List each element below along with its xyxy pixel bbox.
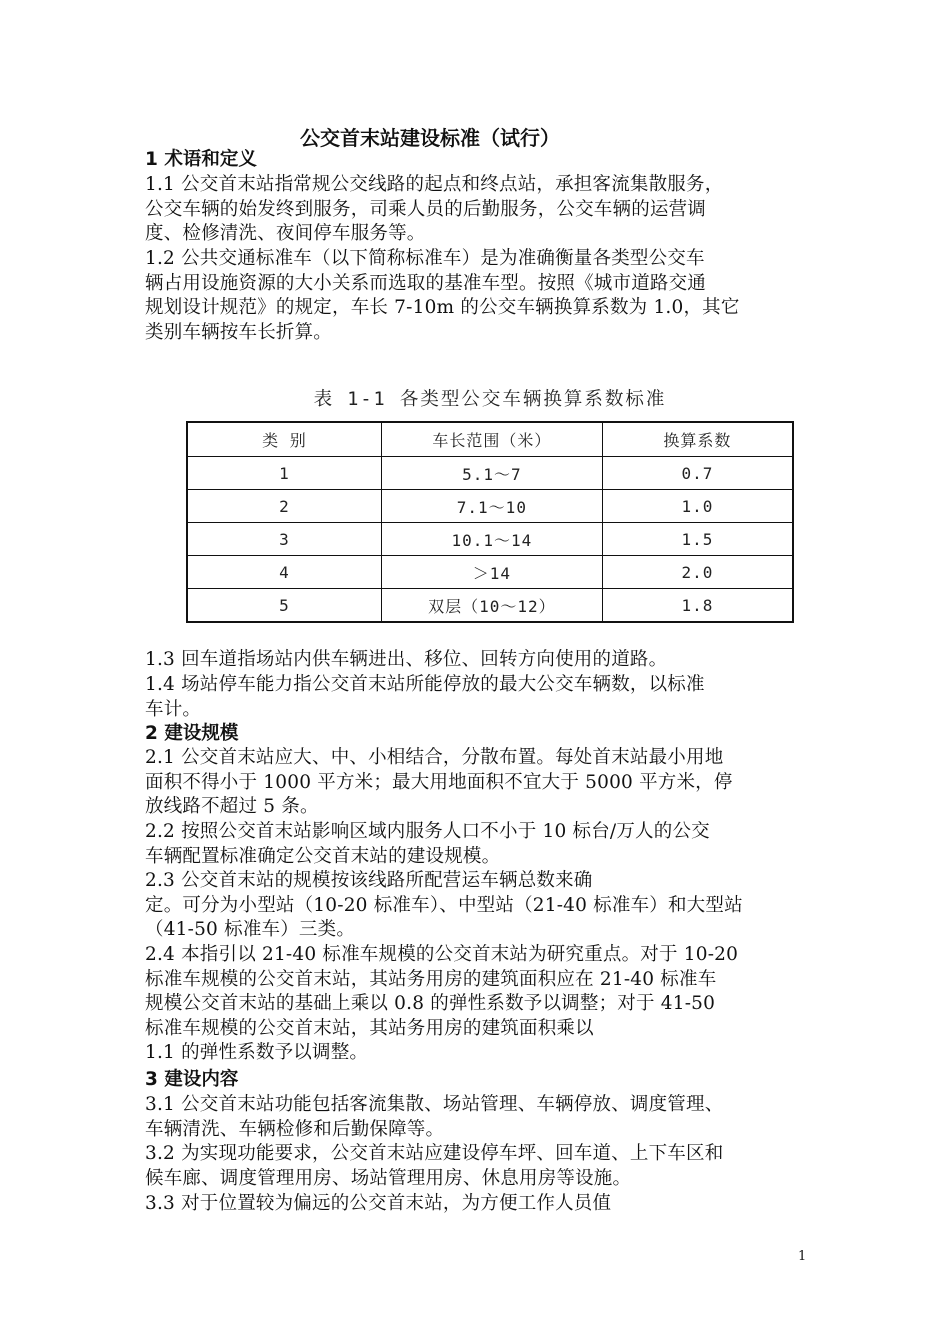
paragraph-3-2: 3.2 为实现功能要求，公交首末站应建设停车坪、回车道、上下车区和 候车廊、调度管理用房、场站管理用房、休息用房等设施。 [145,1143,724,1189]
paragraph-2-1: 2.1 公交首末站应大、中、小相结合，分散布置。每处首末站最小用地 面积不得小于 1000 平方米；最大用地面积不宜大于 5000 平方米，停 放线路不超过 5 条。 [145,747,733,817]
table-row [187,556,793,589]
paragraph-2-2: 2.2 按照公交首末站影响区域内服务人口不小于 10 标台/万人的公交 车辆配置标准确定公交首末站的建设规模。 [145,821,710,867]
cell-length-range: 10.1～14 [381,523,602,556]
paragraph-3-1: 3.1 公交首末站功能包括客流集散、场站管理、车辆停放、调度管理、 车辆清洗、车辆检修和后勤保障等。 [145,1094,724,1140]
paragraph-1-4: 1.4 场站停车能力指公交首末站所能停放的最大公交车辆数，以标准 车计。 [145,674,705,720]
cell-category: 1 [187,457,381,490]
cell-category: 2 [187,490,381,523]
section-1-heading: 1 术语和定义 [145,149,257,170]
header-category: 类 别 [187,422,381,457]
document-title: 公交首末站建设标准（试行） [300,126,560,150]
paragraph-1-1: 1.1 公交首末站指常规公交线路的起点和终点站，承担客流集散服务， 公交车辆的始发终到服务，司乘人员的后勤服务，公交车辆的运营调 度、检修清洗、夜间停车服务等。 [145,174,724,244]
paragraph-1-2: 1.2 公共交通标准车（以下简称标准车）是为准确衡量各类型公交车 辆占用设施资源的大小关系而选取的基准车型。按照《城市道路交通 规划设计规范》的规定，车长 7-10m 的公交车辆换算系数为 1.0，其它 类别车辆按车长折算。 [145,248,740,343]
cell-length-range: ＞14 [381,556,602,589]
paragraph-2-3: 2.3 公交首末站的规模按该线路所配营运车辆总数来确 定。可分为小型站（10-20 标准车）、中型站（21-40 标准车）和大型站 （41-50 标准车）三类。 [145,870,743,940]
cell-conversion-factor: 0.7 [602,457,793,490]
table-caption: 表 1-1 各类型公交车辆换算系数标准 [313,389,667,410]
cell-category: 3 [187,523,381,556]
cell-conversion-factor: 1.8 [602,589,793,623]
table-row [187,589,793,623]
paragraph-2-4: 2.4 本指引以 21-40 标准车规模的公交首末站为研究重点。对于 10-20 标准车规模的公交首末站，其站务用房的建筑面积应在 21-40 标准车 规模公交首末站的基础上乘以 0.8 的弹性系数予以调整；对于 41-50 标准车规模的公交首末站，其站务用房的建筑面积乘以 1.1 的弹性系数予以调整。 [145,944,739,1063]
cell-category: 5 [187,589,381,623]
page-number: 1 [798,1249,807,1264]
cell-category: 4 [187,556,381,589]
table-header-row [187,422,793,457]
cell-length-range: 7.1～10 [381,490,602,523]
table-row [187,457,793,490]
cell-conversion-factor: 1.0 [602,490,793,523]
conversion-factor-table [186,421,794,623]
cell-length-range: 双层（10～12） [381,589,602,623]
header-length-range: 车长范围（米） [381,422,602,457]
section-2-heading: 2 建设规模 [145,723,239,744]
cell-conversion-factor: 2.0 [602,556,793,589]
paragraph-3-3: 3.3 对于位置较为偏远的公交首末站，为方便工作人员值 [145,1193,612,1214]
header-conversion-factor: 换算系数 [602,422,793,457]
table-row [187,523,793,556]
paragraph-1-3: 1.3 回车道指场站内供车辆进出、移位、回转方向使用的道路。 [145,649,668,670]
cell-length-range: 5.1～7 [381,457,602,490]
table-row [187,490,793,523]
cell-conversion-factor: 1.5 [602,523,793,556]
section-3-heading: 3 建设内容 [145,1069,239,1090]
